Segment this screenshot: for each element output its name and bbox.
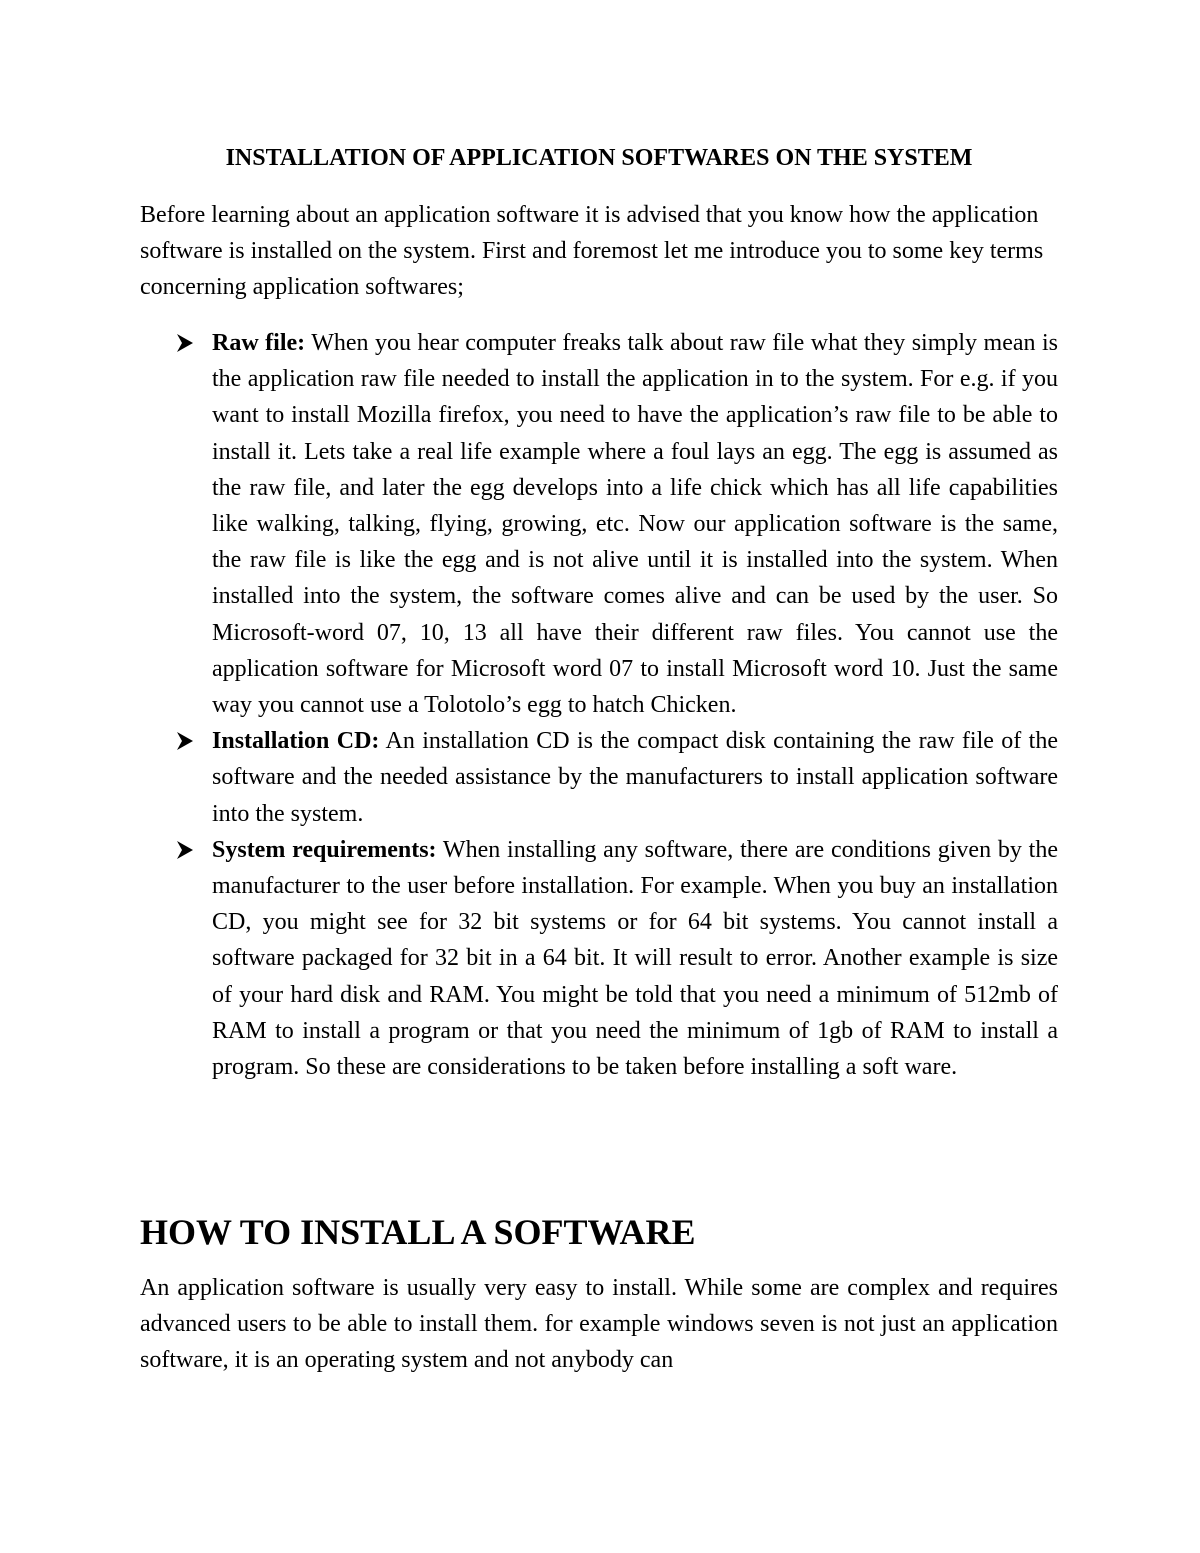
term-installation-cd: Installation CD: [212,728,380,755]
term-raw-file: Raw file: [212,330,306,356]
intro-paragraph: Before learning about an application software it is advised that you know how the application software is installed on the system. First and foremost let me introduce you to some key terms concerning application softwares; [140,202,1044,301]
term-description: When you hear computer freaks talk about raw file what they simply mean is the application raw file needed to install the application in to the system. For e.g. if you want to install Mozilla firefox, you need to have the application’s raw file to be able to install it. Lets take a real life example where a foul lays an egg. The egg is assumed as the raw file, and later the egg develops into a life chick which has all life capabilities like walking, talking, flying, growing, etc. Now our application software is the same, the raw file is like the egg and is not alive until it is installed into the system. When installed into the system, the software comes alive and can be used by the user. So Microsoft-word 07, 10, 13 all have their different raw files. You cannot use the application software for Microsoft word 07 to install Microsoft word 10. Just the same way you cannot use a Tolotolo’s egg to hatch Chicken. [212,330,1059,719]
list-item [140,325,1058,723]
arrowhead-bullet-icon [176,731,194,751]
list-item [140,832,1058,1085]
term-description: When installing any software, there are conditions given by the manufacturer to the user before installation. For example. When you buy an installation CD, you might see for 32 bit systems or for 64 bit systems. You cannot install a software packaged for 32 bit in a 64 bit. It will result to error. Another example is size of your hard disk and RAM. You might be told that you need a minimum of 512mb of RAM to install a program or that you need the minimum of 1gb of RAM to install a program. So these are considerations to be taken before installing a soft ware. [212,836,1058,1081]
install-paragraph: An application software is usually very easy to install. While some are complex and requires advanced users to be able to install them. for example windows seven is not just an application software, it is an operating system and not anybody can [140,1275,1058,1374]
list-item [140,723,1058,832]
arrowhead-bullet-icon [176,333,194,353]
key-terms-list [140,325,1058,1085]
term-system-requirements: System requirements: [212,836,437,863]
document-title: INSTALLATION OF APPLICATION SOFTWARES ON THE SYSTEM [225,145,973,171]
term-description: An installation CD is the compact disk containing the raw file of the software and the needed assistance by the manufacturers to install application software into the system. [212,728,1058,827]
section-heading: HOW TO INSTALL A SOFTWARE [140,1212,696,1252]
arrowhead-bullet-icon [176,840,194,860]
